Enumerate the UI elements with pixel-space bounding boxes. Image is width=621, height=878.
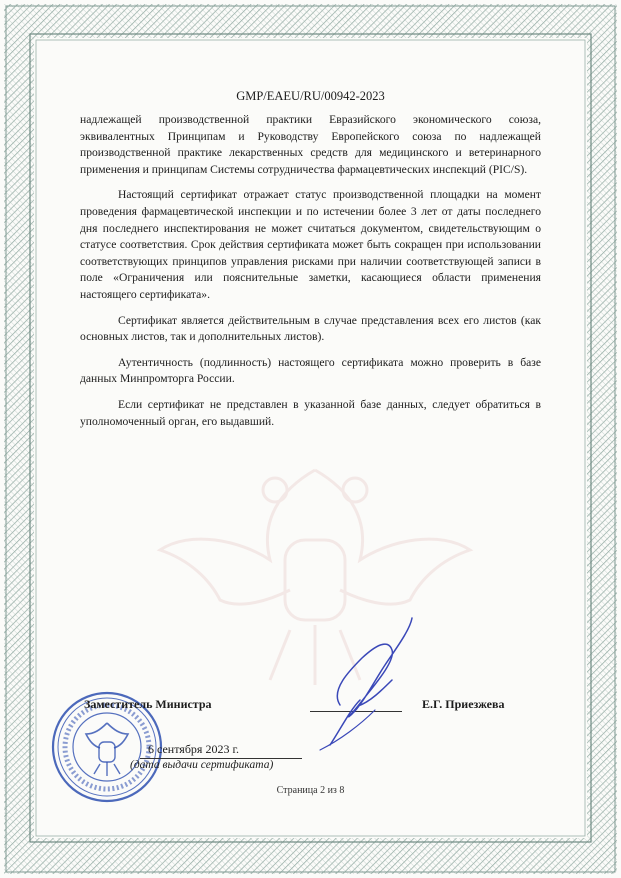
paragraph-status: Настоящий сертификат отражает статус производственной площадки на момент проведения фармацевтической инспекции и по истечении более 3 лет от даты последнего дня последнего инспектирования не может считаться документом, свидетельствующим о статусе соответствия. Срок действия сертификата может быть сокращен при использовании соответствующих принципов управления рисками при наличии соответствующей записи в поле «Ограничения или пояснительные заметки, касающиеся области применения настоящего сертификата». [80,188,541,301]
page-number: Страница 2 из 8 [276,785,345,796]
paragraph-continuation: надлежащей производственной практики Евразийского экономического союза, эквивалентных Принципам и Руководству Европейского союза по надлежащей производственной практике лекарственных средств для медицинского и ветеринарного применения и принципам Системы сотрудничества фармацевтических инспекций (PIC/S). [80,113,541,176]
paragraph-authenticity: Аутентичность (подлинность) настоящего сертификата можно проверить в базе данных Минпромторга России. [80,355,541,386]
paragraph-contact: Если сертификат не представлен в указанной базе данных, следует обратиться в уполномоченный орган, его выдавший. [80,397,541,428]
document-body [80,112,541,439]
paragraph-validity: Сертификат является действительным в случае представления всех его листов (как основных листов, так и дополнительных листов). [80,313,541,344]
signatory-title: Заместитель Министра [84,697,212,711]
certificate-number: GMP/EAEU/RU/00942-2023 [236,89,385,103]
handwritten-signature-icon [300,610,425,760]
signatory-name: Е.Г. Приезжева [422,697,505,711]
issue-date-caption: (дата выдачи сертификата) [130,759,274,771]
issue-date: 6 сентября 2023 г. [148,742,240,756]
